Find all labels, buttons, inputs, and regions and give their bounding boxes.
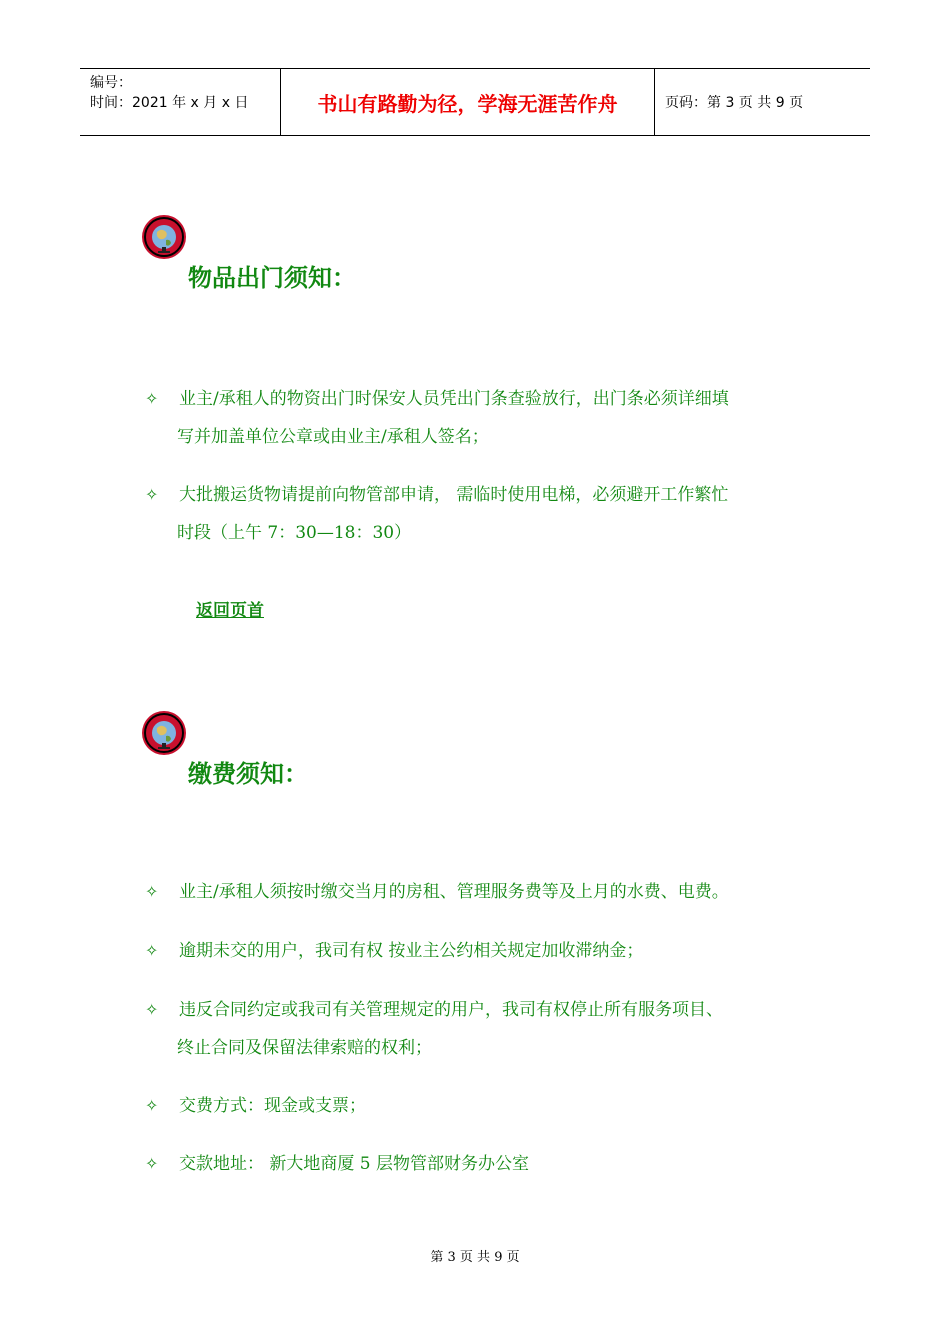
header-page-info: 页码：第 3 页 共 9 页	[665, 95, 804, 111]
bullet-icon: ✧	[145, 485, 159, 504]
list-item: ✧ 业主/承租人的物资出门时保安人员凭出门条查验放行，出门条必须详细填 写并加盖单位公章或由业主/承租人签名；	[145, 380, 825, 456]
list-item: ✧ 交款地址： 新大地商厦 5 层物管部财务办公室	[145, 1145, 825, 1183]
globe-icon	[141, 710, 187, 756]
list-item: ✧ 逾期未交的用户，我司有权 按业主公约相关规定加收滞纳金；	[145, 932, 825, 970]
list-item: ✧ 大批搬运货物请提前向物管部申请， 需临时使用电梯，必须避开工作繁忙 时段（上午 7：30—18：30）	[145, 476, 825, 552]
header-meta	[80, 69, 281, 135]
section-title-payment: 缴费须知：	[188, 760, 308, 788]
list-item: ✧ 违反合同约定或我司有关管理规定的用户，我司有权停止所有服务项目、 终止合同及保留法律索赔的权利；	[145, 991, 825, 1067]
header-motto: 书山有路勤为径，学海无涯苦作舟	[281, 69, 655, 135]
list-item: ✧ 交费方式：现金或支票；	[145, 1087, 825, 1125]
bullet-icon: ✧	[145, 1154, 159, 1173]
page-footer: 第 3 页 共 9 页	[430, 1250, 520, 1265]
bullet-icon: ✧	[145, 1096, 159, 1115]
back-to-top-link[interactable]: 返回页首	[196, 601, 264, 621]
globe-icon	[141, 214, 187, 260]
bullet-icon: ✧	[145, 882, 159, 901]
page-header	[80, 68, 870, 136]
bullet-icon: ✧	[145, 941, 159, 960]
header-number: 编号：	[90, 75, 132, 91]
section-title-goods-exit: 物品出门须知：	[188, 264, 356, 292]
list-item: ✧ 业主/承租人须按时缴交当月的房租、管理服务费等及上月的水费、电费。	[145, 873, 825, 911]
header-time: 时间：2021 年 x 月 x 日	[90, 95, 249, 111]
bullet-icon: ✧	[145, 1000, 159, 1019]
bullet-icon: ✧	[145, 389, 159, 408]
